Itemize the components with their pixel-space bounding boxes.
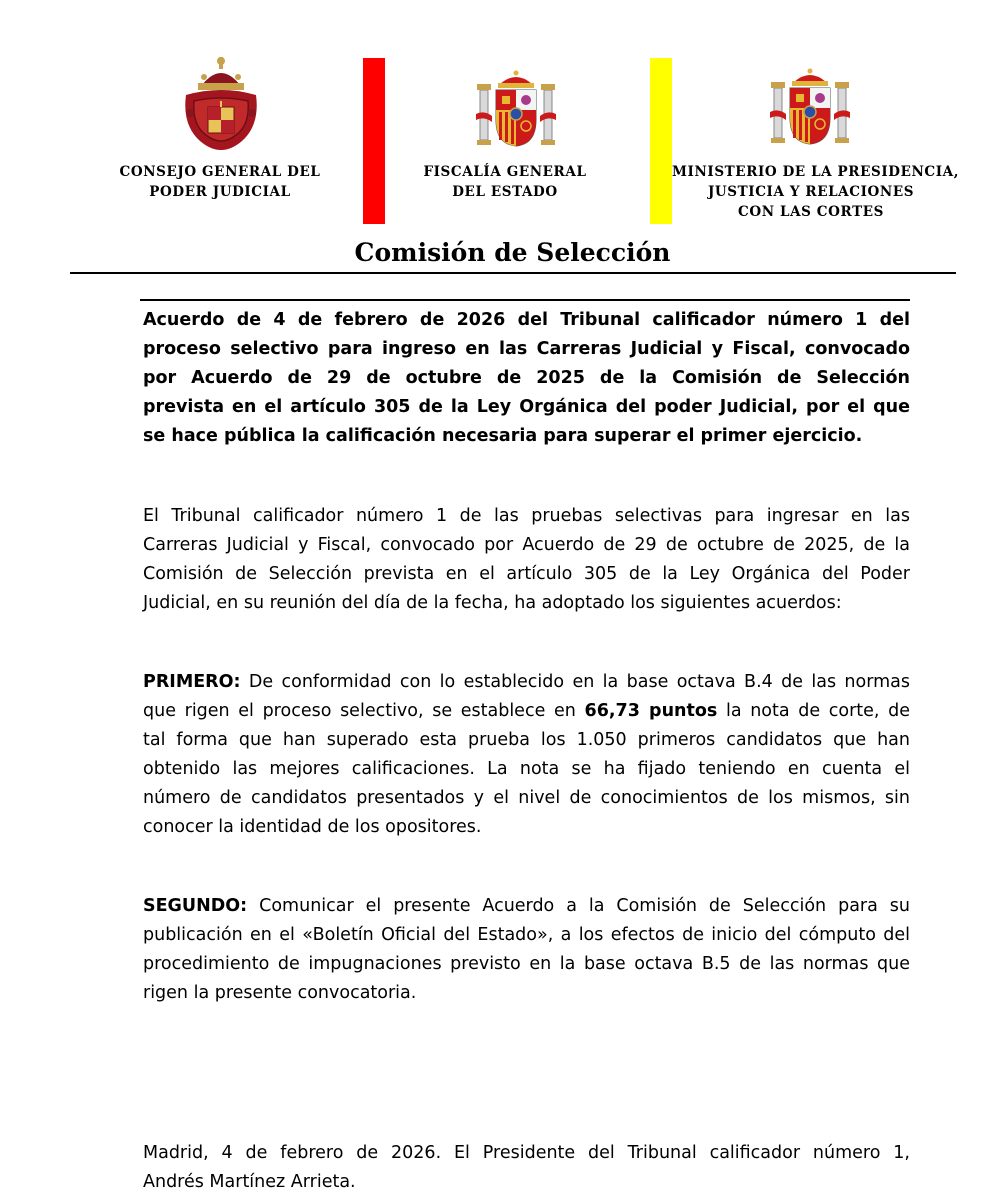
paragraph-line: rigen la presente convocatoria.	[143, 983, 417, 1003]
paragraph-line: obtenido las mejores calificaciones. La nota se ha fijado teniendo en cuenta el	[143, 759, 910, 779]
org-name-line: CONSEJO GENERAL DEL	[119, 164, 321, 180]
paragraph-line: El Tribunal calificador número 1 de las pruebas selectivas para ingresar en las	[143, 506, 910, 526]
org-name-line: CON LAS CORTES	[738, 204, 884, 220]
org-name-line: PODER JUDICIAL	[149, 184, 291, 200]
paragraph-line: publicación en el «Boletín Oficial del Estado», a los efectos de inicio del cómputo del	[143, 925, 910, 945]
paragraph-line	[143, 697, 910, 726]
document-heading	[143, 306, 910, 451]
primero-text: De conformidad con lo establecido en la base octava B.4 de las normas	[240, 672, 910, 692]
page-title: Comisión de Selección	[354, 238, 671, 267]
org-name-line: FISCALÍA GENERAL	[423, 164, 587, 180]
org-name-line: DEL ESTADO	[452, 184, 558, 200]
org-name-cgpj	[110, 162, 330, 202]
segundo-text: Comunicar el presente Acuerdo a la Comisión de Selección para su	[247, 896, 910, 916]
org-name-line: MINISTERIO DE LA PRESIDENCIA,	[672, 164, 960, 180]
paragraph-line: número de candidatos presentados y el nivel de conocimientos de los mismos, sin	[143, 788, 910, 808]
heading-line: prevista en el artículo 305 de la Ley Orgánica del poder Judicial, por el que	[143, 397, 910, 417]
primero-text: que rigen el proceso selectivo, se establece en	[143, 701, 585, 721]
paragraph-line: Judicial, en su reunión del día de la fecha, ha adoptado los siguientes acuerdos:	[143, 593, 842, 613]
primero-paragraph	[143, 668, 910, 842]
paragraph-line: Madrid, 4 de febrero de 2026. El Presidente del Tribunal calificador número 1,	[143, 1143, 910, 1163]
paragraph-line: conocer la identidad de los opositores.	[143, 817, 482, 837]
segundo-paragraph	[143, 892, 910, 1008]
intro-paragraph	[143, 502, 910, 618]
org-name-ministerio	[672, 162, 960, 222]
yellow-divider-bar	[650, 58, 672, 224]
paragraph-line: Comisión de Selección prevista en el artículo 305 de la Ley Orgánica del Poder	[143, 564, 910, 584]
org-name-line: JUSTICIA Y RELACIONES	[707, 184, 915, 200]
spain-coat-of-arms-icon	[474, 70, 558, 150]
paragraph-line	[143, 668, 910, 697]
red-divider-bar	[363, 58, 385, 224]
spain-coat-of-arms-icon	[768, 68, 852, 148]
paragraph-line: Carreras Judicial y Fiscal, convocado por Acuerdo de 29 de octubre de 2025, de la	[143, 535, 910, 555]
segundo-label: SEGUNDO:	[143, 896, 248, 916]
heading-line: por Acuerdo de 29 de octubre de 2025 de la Comisión de Selección	[143, 368, 910, 388]
paragraph-line: procedimiento de impugnaciones previsto en la base octava B.5 de las normas que	[143, 954, 910, 974]
paragraph-line	[143, 892, 910, 921]
cutoff-score: 66,73 puntos	[584, 701, 718, 721]
heading-line: se hace pública la calificación necesaria para superar el primer ejercicio.	[143, 426, 863, 446]
primero-text: la nota de corte, de	[717, 701, 911, 721]
paragraph-line: Andrés Martínez Arrieta.	[143, 1172, 356, 1192]
closing-signature	[143, 1139, 910, 1197]
cgpj-emblem-icon	[180, 55, 262, 159]
primero-label: PRIMERO:	[143, 672, 241, 692]
heading-divider	[140, 299, 910, 301]
heading-line: Acuerdo de 4 de febrero de 2026 del Tribunal calificador número 1 del	[143, 310, 910, 330]
title-divider	[70, 272, 956, 274]
paragraph-line: tal forma que han superado esta prueba los 1.050 primeros candidatos que han	[143, 730, 910, 750]
heading-line: proceso selectivo para ingreso en las Carreras Judicial y Fiscal, convocado	[143, 339, 910, 359]
org-name-fiscalia	[395, 162, 615, 202]
